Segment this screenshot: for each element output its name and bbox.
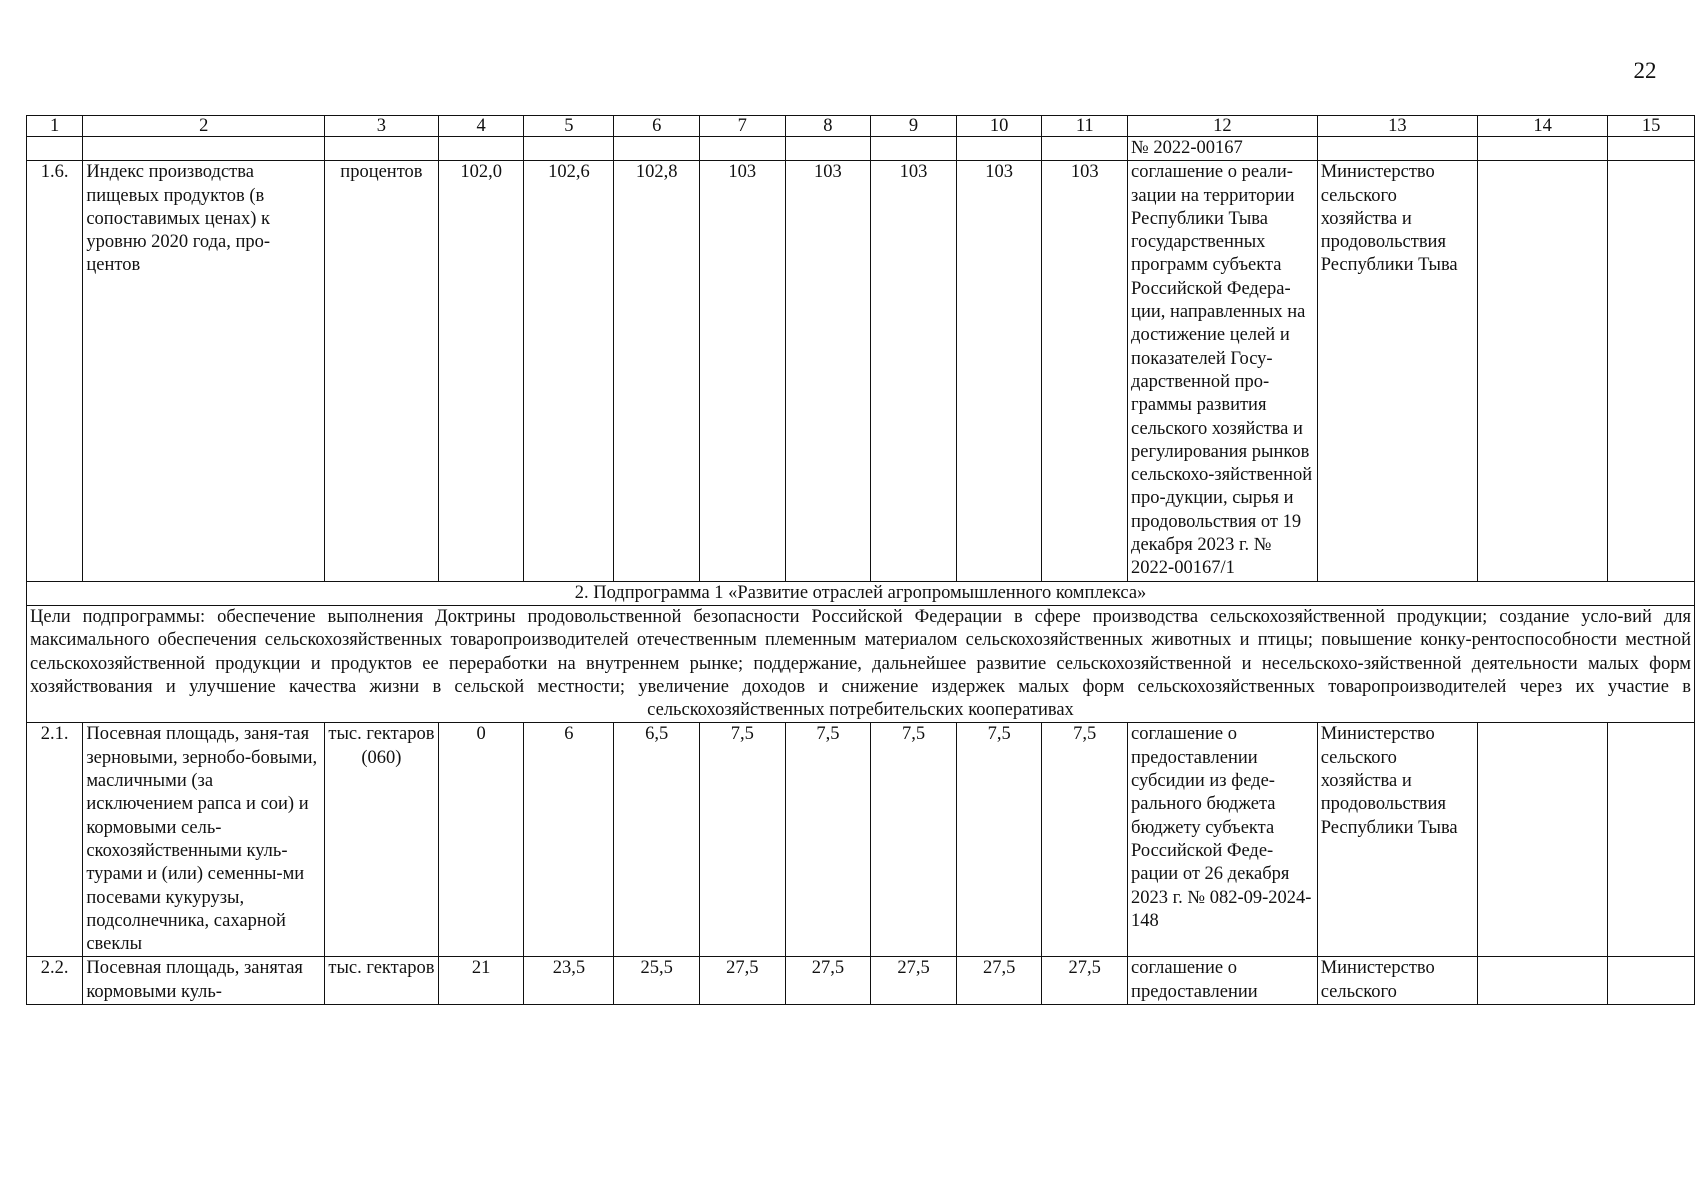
col-14-cell [1478,723,1608,957]
value-col-10: 7,5 [956,723,1042,957]
value-col-8: 27,5 [785,957,871,1005]
section-goals: Цели подпрограммы: обеспечение выполнения Доктрины продовольственной безопасности Российской Федерации в сфере производства сельскохозяйственной продукции; создание усло-вий для максимального обеспечения сельскохозяйственных товаропроизводителей отечественным племенным материалом сельскохозяйственных животных и птицы; повышение конку-рентоспособности местной сельскохозяйственной продукции и продуктов ее переработки на внутреннем рынке; поддержание, дальнейшее развитие сельскохозяйственной и несельскохо-зяйственной деятельности малых форм хозяйствования и улучшение качества жизни в сельской местности; увеличение доходов и снижение издержек малых форм сельскохозяйственных товаропроизводителей через их участие в сельскохозяйственных потребительских кооперативах [27,605,1695,722]
value-col-7: 7,5 [700,723,786,957]
value-col-5: 6 [524,723,614,957]
value-col-8: 103 [785,161,871,581]
col-header-11: 11 [1042,116,1128,137]
indicators-table [26,115,1695,1005]
row-number: 2.2. [27,957,83,1005]
col-header-7: 7 [700,116,786,137]
value-col-6: 102,8 [614,161,700,581]
unit: процентов [325,161,439,581]
indicator-name: Посевная площадь, заня-тая зерновыми, зернобо-бовыми, масличными (за исключением рапса и сои) и кормовыми сель-скохозяйственными куль-турами и (или) семенны-ми посевами кукурузы, подсолнечника, сахарной свеклы [83,723,325,957]
col-header-10: 10 [956,116,1042,137]
indicator-row-2-2 [27,957,1695,1005]
col-header-4: 4 [438,116,524,137]
basis-document: соглашение о реали-зации на территории Республики Тыва государственных программ субъекта Российской Федера-ции, направленных на достижение целей и показателей Госу-дарственной про-граммы развития сельского хозяйства и регулирования рынков сельскохо-зяйственной про-дукции, сырья и продовольствия от 19 декабря 2023 г. № 2022-00167/1 [1128,161,1318,581]
value-col-11: 103 [1042,161,1128,581]
value-col-7: 103 [700,161,786,581]
section-goals-row [27,605,1695,722]
col-14-cell [1478,161,1608,581]
col-15-cell [1608,161,1695,581]
value-col-6: 25,5 [614,957,700,1005]
col-14-cell [1478,957,1608,1005]
col-header-3: 3 [325,116,439,137]
responsible-body: Министерство сельского хозяйства и продовольствия Республики Тыва [1317,723,1477,957]
value-col-10: 27,5 [956,957,1042,1005]
value-col-5: 23,5 [524,957,614,1005]
value-col-4: 21 [438,957,524,1005]
value-col-11: 7,5 [1042,723,1128,957]
continuation-row [27,137,1695,161]
value-col-9: 103 [871,161,957,581]
basis-document: соглашение о предоставлении [1128,957,1318,1005]
value-col-6: 6,5 [614,723,700,957]
col-header-8: 8 [785,116,871,137]
value-col-4: 102,0 [438,161,524,581]
row-number: 2.1. [27,723,83,957]
col-header-14: 14 [1478,116,1608,137]
col-15-cell [1608,957,1695,1005]
col-header-13: 13 [1317,116,1477,137]
col-header-15: 15 [1608,116,1695,137]
col-header-5: 5 [524,116,614,137]
value-col-9: 27,5 [871,957,957,1005]
col-header-1: 1 [27,116,83,137]
row-number: 1.6. [27,161,83,581]
section-title: 2. Подпрограмма 1 «Развитие отраслей агропромышленного комплекса» [27,581,1695,605]
section-title-row [27,581,1695,605]
column-number-row [27,116,1695,137]
unit: тыс. гектаров [325,957,439,1005]
indicator-row-2-1 [27,723,1695,957]
col-header-2: 2 [83,116,325,137]
page-number: 22 [1633,58,1657,83]
unit: тыс. гектаров (060) [325,723,439,957]
responsible-body: Министерство сельского [1317,957,1477,1005]
value-col-7: 27,5 [700,957,786,1005]
indicator-name: Индекс производства пищевых продуктов (в сопоставимых ценах) к уровню 2020 года, про-центов [83,161,325,581]
indicator-row-1-6 [27,161,1695,581]
value-col-11: 27,5 [1042,957,1128,1005]
value-col-5: 102,6 [524,161,614,581]
cont-basis: № 2022-00167 [1128,137,1318,161]
col-15-cell [1608,723,1695,957]
value-col-10: 103 [956,161,1042,581]
basis-document: соглашение о предоставлении субсидии из феде-рального бюджета бюджету субъекта Российской Феде-рации от 26 декабря 2023 г. № 082-09-2024-148 [1128,723,1318,957]
col-header-9: 9 [871,116,957,137]
value-col-9: 7,5 [871,723,957,957]
indicator-name: Посевная площадь, занятая кормовыми куль- [83,957,325,1005]
value-col-8: 7,5 [785,723,871,957]
responsible-body: Министерство сельского хозяйства и продовольствия Республики Тыва [1317,161,1477,581]
col-header-12: 12 [1128,116,1318,137]
value-col-4: 0 [438,723,524,957]
col-header-6: 6 [614,116,700,137]
